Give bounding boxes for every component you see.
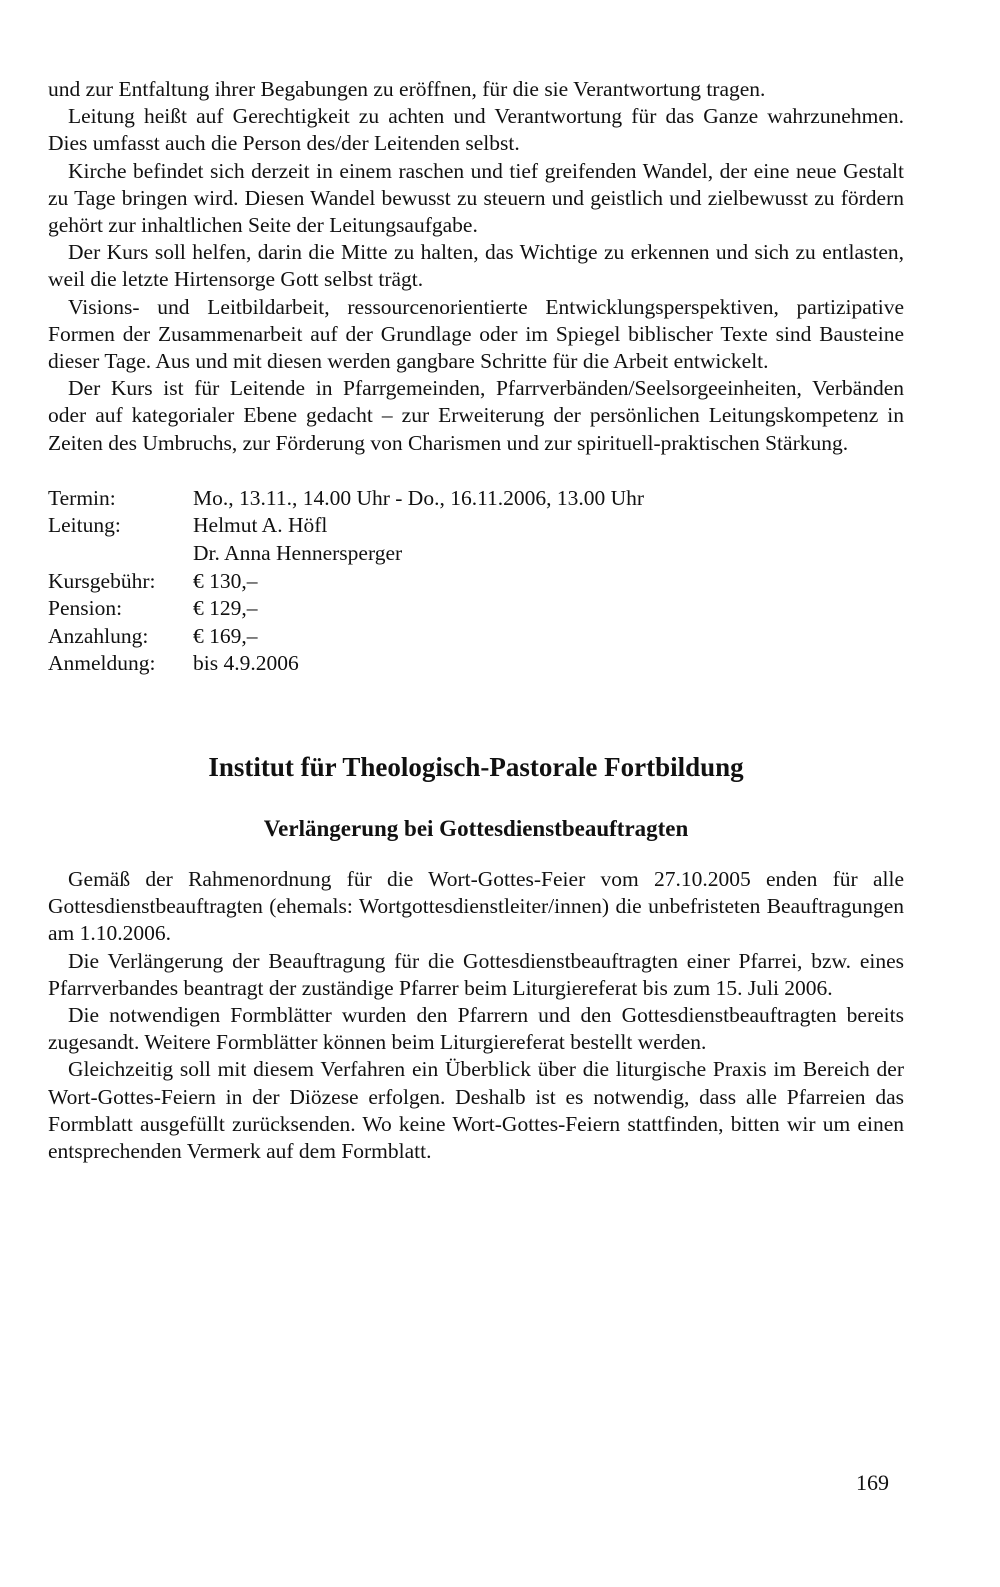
paragraph: Die Verlängerung der Beauftragung für die Gottesdienstbeauftragten einer Pfarrei, bzw. eines Pfarrverbandes beantragt der zuständige Pfarrer beim Liturgiereferat bis zum 15. Juli 2006. <box>48 948 904 1000</box>
info-value: € 129,– <box>193 596 258 621</box>
info-value: Mo., 13.11., 14.00 Uhr - Do., 16.11.2006, 13.00 Uhr <box>193 485 645 510</box>
institute-title: Institut für Theologisch-Pastorale Fortbildung <box>208 752 744 782</box>
info-row-anzahlung <box>48 623 904 651</box>
section-title: Verlängerung bei Gottesdienstbeauftragten <box>263 816 689 841</box>
paragraph: Die notwendigen Formblätter wurden den Pfarrern und den Gottesdienstbeauftragten bereits zugesandt. Weitere Formblätter können beim Liturgiereferat bestellt werden. <box>48 1003 904 1055</box>
page-content <box>48 76 904 1165</box>
info-row-pension <box>48 595 904 623</box>
page-number: 169 <box>856 1470 889 1495</box>
info-value: € 130,– <box>193 568 258 593</box>
info-value: Dr. Anna Hennersperger <box>193 541 403 566</box>
info-row-leitung-2 <box>48 540 904 568</box>
info-label: Leitung: <box>48 513 121 538</box>
paragraph: Kirche befindet sich derzeit in einem raschen und tief greifenden Wandel, der eine neue Gestalt zu Tage bringen wird. Diesen Wandel bewusst zu steuern und geistlich und zielbewusst zu fördern gehört zur inhaltlichen Seite der Leitungsaufgabe. <box>48 158 904 238</box>
info-value: € 169,– <box>193 623 258 648</box>
paragraph: Der Kurs ist für Leitende in Pfarrgemeinden, Pfarrverbänden/Seelsorgeeinheiten, Verbänden oder auf kategorialer Ebene gedacht – zur Erweiterung der persönlichen Leitungskompetenz in Zeiten des Umbruchs, zur Förderung von Charismen und zur spirituell-praktischen Stärkung. <box>48 376 904 455</box>
course-info-table <box>48 485 904 678</box>
paragraph: Visions- und Leitbildarbeit, ressourcenorientierte Entwicklungsperspektiven, partizipative Formen der Zusammenarbeit auf der Grundlage oder im Spiegel biblischer Texte sind Bausteine dieser Tage. Aus und mit diesen werden gangbare Schritte für die Arbeit entwickelt. <box>48 294 904 374</box>
info-label: Kursgebühr: <box>48 568 156 593</box>
info-label: Anzahlung: <box>48 623 149 648</box>
info-value: bis 4.9.2006 <box>193 651 299 676</box>
paragraph: und zur Entfaltung ihrer Begabungen zu eröffnen, für die sie Verantwortung tragen. <box>48 77 766 101</box>
info-row-kursgebuehr <box>48 568 904 596</box>
info-label: Anmeldung: <box>48 651 156 676</box>
paragraph: Der Kurs soll helfen, darin die Mitte zu halten, das Wichtige zu erkennen und sich zu entlasten, weil die letzte Hirtensorge Gott selbst trägt. <box>48 240 904 292</box>
intro-text <box>48 76 904 457</box>
info-row-leitung <box>48 512 904 540</box>
info-label: Termin: <box>48 485 116 510</box>
paragraph: Leitung heißt auf Gerechtigkeit zu achten und Verantwortung für das Ganze wahrzunehmen. Dies umfasst auch die Person des/der Leitenden selbst. <box>48 104 904 156</box>
info-row-anmeldung <box>48 650 904 678</box>
info-label: Pension: <box>48 596 123 621</box>
section-text <box>48 866 904 1165</box>
info-row-termin <box>48 485 904 513</box>
info-label <box>48 540 193 568</box>
paragraph: Gleichzeitig soll mit diesem Verfahren ein Überblick über die liturgische Praxis im Bereich der Wort-Gottes-Feiern in der Diözese erfolgen. Deshalb ist es notwendig, dass alle Pfarreien das Formblatt ausgefüllt zurücksenden. Wo keine Wort-Gottes-Feiern stattfinden, bitten wir um einen entsprechenden Vermerk auf dem Formblatt. <box>48 1057 904 1164</box>
paragraph: Gemäß der Rahmenordnung für die Wort-Gottes-Feier vom 27.10.2005 enden für alle Gottesdienstbeauftragten (ehemals: Wortgottesdienstleiter/innen) die unbefristeten Beauftragungen am 1.10.2006. <box>48 867 904 946</box>
info-value: Helmut A. Höfl <box>193 513 328 538</box>
